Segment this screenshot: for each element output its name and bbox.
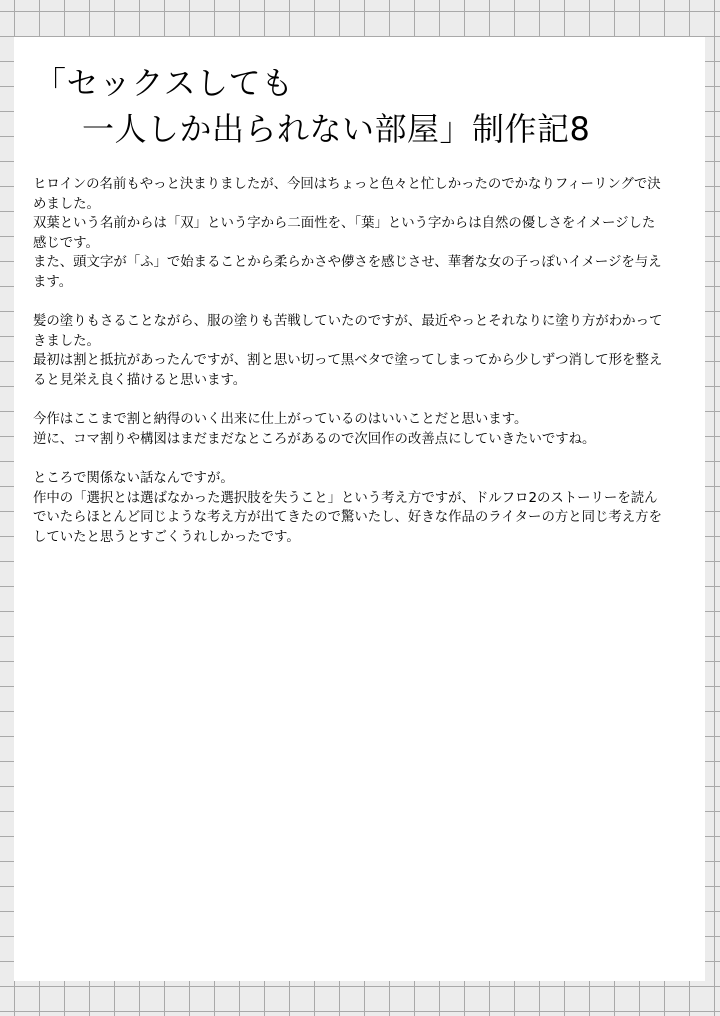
title-line-2: 一人しか出られない部屋」制作記8 bbox=[82, 110, 591, 148]
paragraph-2-line-2: 最初は割と抵抗があったんですが、割と思い切って黒ベタで塗ってしまってから少しずつ消して形を整えると見栄え良く描けると思います。 bbox=[33, 353, 663, 388]
paragraph-3-line-1: 今作はここまで割と納得のいく出来に仕上がっているのはいいことだと思います。 bbox=[33, 412, 528, 428]
paragraph-1-line-1: ヒロインの名前もやっと決まりましたが、今回はちょっと色々と忙しかったのでかなりフィーリングで決めました。 bbox=[33, 177, 661, 212]
paragraph-4-line-1: ところで関係ない話なんですが。 bbox=[33, 470, 234, 486]
paragraph-2-line-1: 髪の塗りもさることながら、服の塗りも苦戦していたのですが、最近やっとそれなりに塗り方がわかってきました。 bbox=[33, 314, 663, 349]
paragraph-spacer bbox=[33, 293, 663, 313]
paragraph-spacer bbox=[33, 391, 663, 411]
body-text bbox=[33, 175, 663, 547]
paragraph-3-line-2: 逆に、コマ割りや構図はまだまだなところがあるので次回作の改善点にしていきたいですね。 bbox=[33, 431, 596, 447]
paragraph-1-line-2: 双葉という名前からは「双」という字から二面性を、「葉」という字からは自然の優しさをイメージした感じです。 bbox=[33, 216, 656, 251]
paragraph-spacer bbox=[33, 449, 663, 469]
title-line-1: 「セックスしても bbox=[34, 64, 294, 102]
paragraph-1-line-3: また、頭文字が「ふ」で始まることから柔らかさや儚さを感じさせ、華奢な女の子っぽいイメージを与えます。 bbox=[33, 255, 662, 290]
paragraph-4-line-2: 作中の「選択とは選ばなかった選択肢を失うこと」という考え方ですが、ドルフロ2のストーリーを読んでいたらほとんど同じような考え方が出てきたので驚いたし、好きな作品のライターの方と同じ考え方をしていたと思うとすごくうれしかったです。 bbox=[33, 490, 662, 545]
